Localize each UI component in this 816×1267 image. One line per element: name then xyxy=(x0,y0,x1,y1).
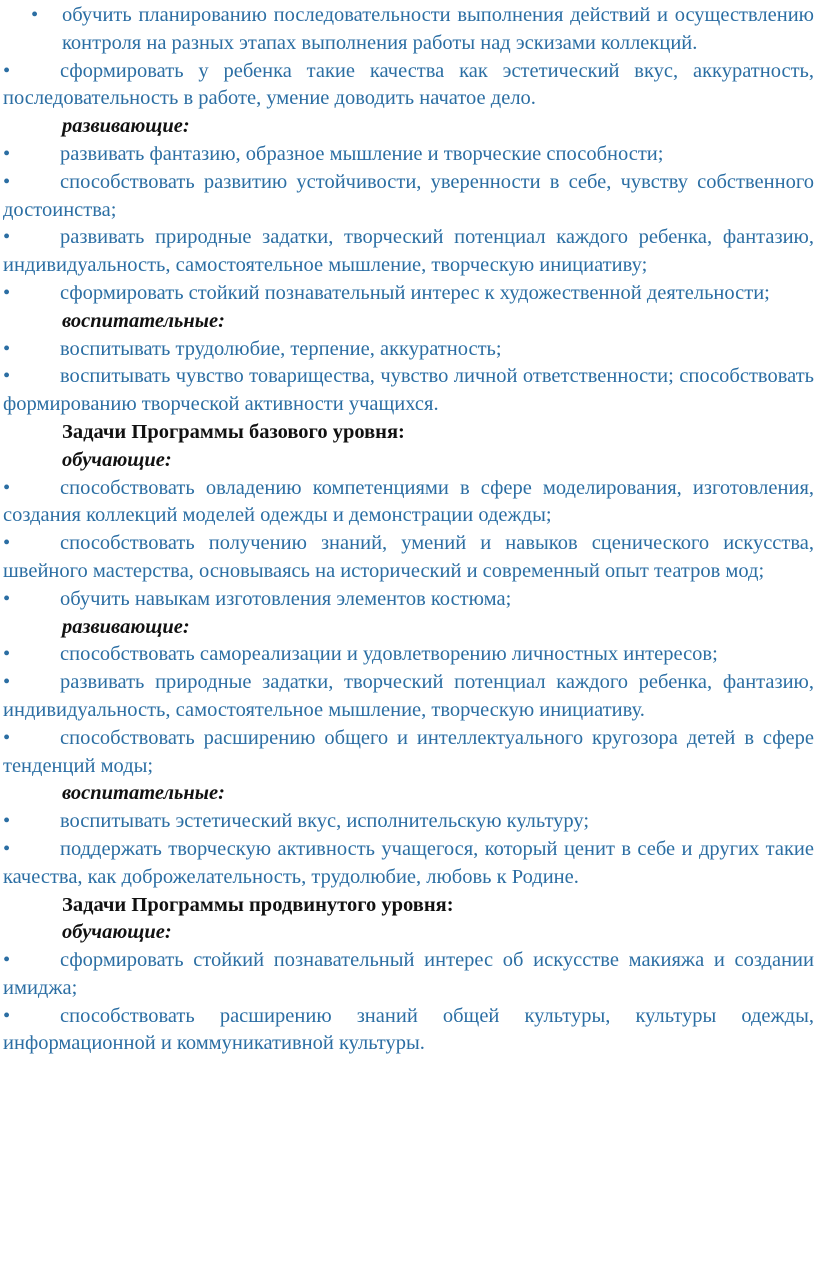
list-item-text: способствовать расширению знаний общей культуры, культуры одежды, информационной и коммуникативной культуры. xyxy=(3,1004,814,1055)
list-item-text: способствовать овладению компетенциями в сфере моделирования, изготовления, создания коллекций моделей одежды и демонстрации одежды; xyxy=(3,476,814,527)
list-item-text: поддержать творческую активность учащегося, который ценит в себе и других такие качества, как доброжелательность, трудолюбие, любовь к Родине. xyxy=(3,837,814,888)
bullet-icon: • xyxy=(3,671,11,694)
bullet-icon: • xyxy=(3,643,11,666)
list-item-text: воспитывать эстетический вкус, исполнительскую культуру; xyxy=(60,810,590,833)
section-heading-basic-level: Задачи Программы базового уровня: xyxy=(62,420,405,443)
list-item xyxy=(3,808,814,836)
list-item xyxy=(3,169,814,225)
list-item xyxy=(3,641,814,669)
section-heading-advanced-level: Задачи Программы продвинутого уровня: xyxy=(62,893,454,916)
list-item-text: воспитывать трудолюбие, терпение, аккуратность; xyxy=(60,337,502,360)
list-item-text: сформировать у ребенка такие качества как эстетический вкус, аккуратность, последовательность в работе, умение доводить начатое дело. xyxy=(3,59,814,110)
subheading-teaching: обучающие: xyxy=(62,921,172,944)
subheading-teaching: обучающие: xyxy=(62,448,172,471)
bullet-icon: • xyxy=(3,59,11,82)
bullet-icon: • xyxy=(3,587,11,610)
list-item xyxy=(3,947,814,1003)
list-item xyxy=(3,669,814,725)
subheading-developing: развивающие: xyxy=(62,615,190,638)
list-item-text: способствовать развитию устойчивости, уверенности в себе, чувству собственного достоинства; xyxy=(3,170,814,221)
bullet-icon: • xyxy=(3,365,11,388)
bullet-icon: • xyxy=(3,1004,11,1027)
list-item xyxy=(3,141,814,169)
bullet-icon: • xyxy=(3,532,11,555)
list-item xyxy=(3,58,814,114)
list-item xyxy=(3,836,814,892)
bullet-icon: • xyxy=(3,337,11,360)
bullet-icon: • xyxy=(3,726,11,749)
list-item-text: развивать фантазию, образное мышление и творческие способности; xyxy=(60,142,664,165)
list-item-text: способствовать получению знаний, умений и навыков сценического искусства, швейного мастерства, основываясь на исторический и современный опыт театров мод; xyxy=(3,532,814,582)
bullet-icon: • xyxy=(3,837,11,860)
subheading-developing: развивающие: xyxy=(62,115,190,138)
list-item xyxy=(3,1003,814,1059)
list-item-text: обучить навыкам изготовления элементов костюма; xyxy=(60,587,512,610)
list-item-text: сформировать стойкий познавательный интерес к художественной деятельности; xyxy=(60,281,770,304)
list-item-text: развивать природные задатки, творческий потенциал каждого ребенка, фантазию, индивидуальность, самостоятельное мышление, творческую инициативу. xyxy=(3,671,814,721)
list-item xyxy=(3,363,814,419)
bullet-icon: • xyxy=(31,4,39,26)
list-item-text: обучить планированию последовательности выполнения действий и осуществлению контроля на разных этапах выполнения работы над эскизами коллекций. xyxy=(62,4,814,54)
list-item xyxy=(3,530,814,586)
list-item-text: сформировать стойкий познавательный интерес об искусстве макияжа и создании имиджа; xyxy=(3,949,814,999)
list-item-text: развивать природные задатки, творческий потенциал каждого ребенка, фантазию, индивидуальность, самостоятельное мышление, творческую инициативу; xyxy=(3,226,814,277)
list-item-text: воспитывать чувство товарищества, чувство личной ответственности; способствовать формированию творческой активности учащихся. xyxy=(3,365,814,416)
list-item-text: способствовать самореализации и удовлетворению личностных интересов; xyxy=(60,643,718,666)
list-item xyxy=(3,475,814,531)
list-item xyxy=(3,2,814,58)
list-item xyxy=(3,586,814,614)
subheading-educational: воспитательные: xyxy=(62,309,225,332)
list-item xyxy=(3,280,814,308)
bullet-icon: • xyxy=(3,810,11,833)
list-item xyxy=(3,336,814,364)
bullet-icon: • xyxy=(3,949,11,972)
bullet-icon: • xyxy=(3,226,11,249)
list-item-text: способствовать расширению общего и интеллектуального кругозора детей в сфере тенденций моды; xyxy=(3,726,814,777)
list-item xyxy=(3,725,814,781)
subheading-educational: воспитательные: xyxy=(62,782,225,805)
bullet-icon: • xyxy=(3,142,11,165)
list-item xyxy=(3,224,814,280)
bullet-icon: • xyxy=(3,170,11,193)
bullet-icon: • xyxy=(3,281,11,304)
bullet-icon: • xyxy=(3,476,11,499)
